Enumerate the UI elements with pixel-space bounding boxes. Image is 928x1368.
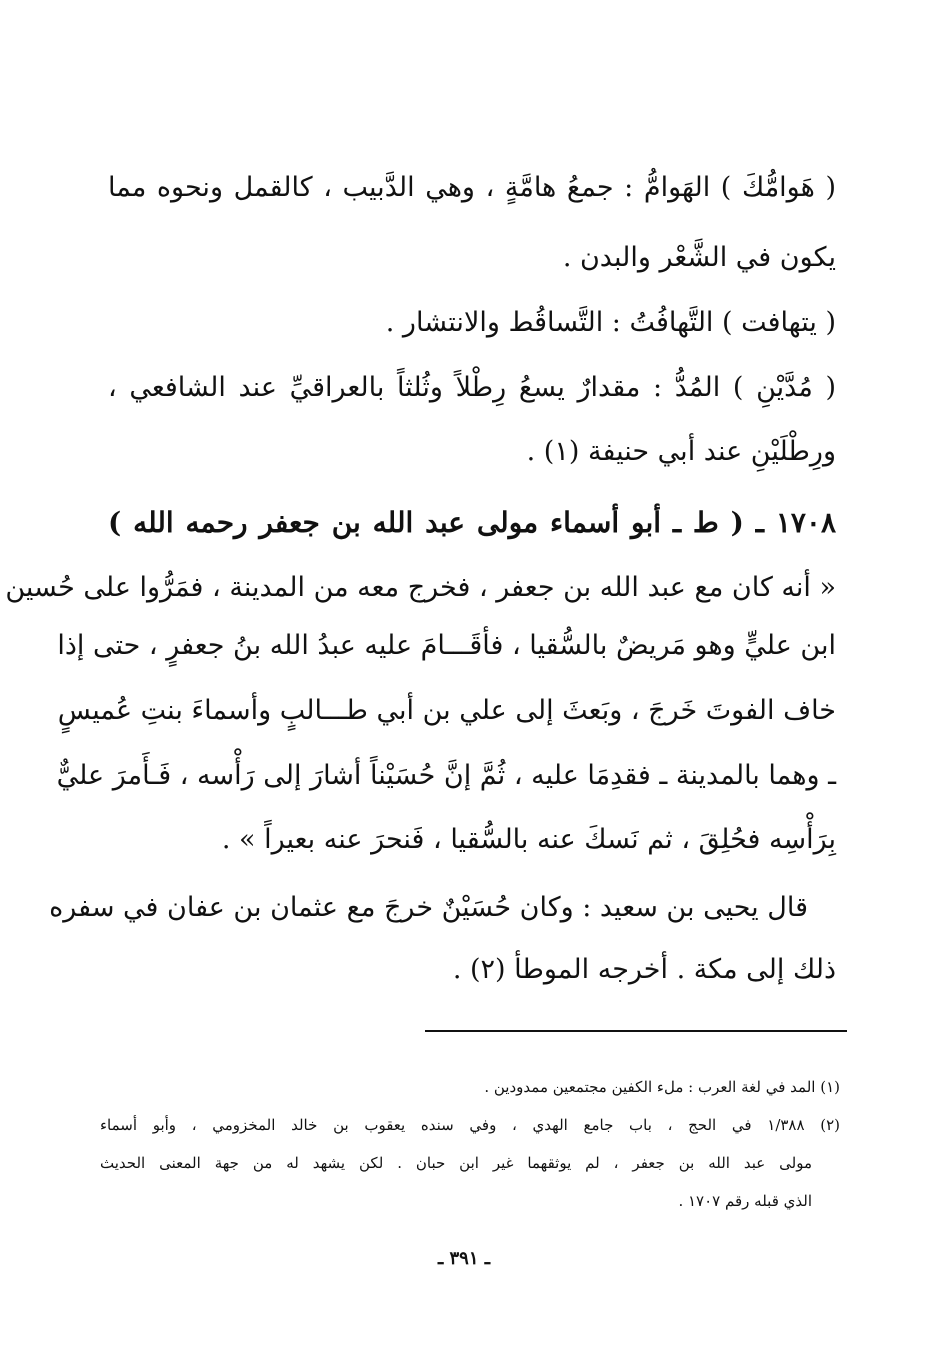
hadith-heading: ١٧٠٨ ـ ( ط ـ أبو أسماء مولى عبد الله بن جعفر رحمه الله ) [108, 506, 836, 539]
body-line-10: ـ وهما بالمدينة ـ فقدِمَا عليه ، ثُمَّ إنَّ حُسَيْناً أشارَ إلى رَأْسه ، فَـأَمرَ عليٌّ [56, 760, 836, 791]
body-line-3: ( يتهافت ) التَّهافُتُ : التَّساقُط والانتشار . [385, 307, 836, 338]
body-line-4: ( مُدَّيْنِ ) المُدُّ : مقدارٌ يسعُ رِطْلاً وثُلثاً بالعراقيِّ عند الشافعي ، [108, 372, 836, 403]
footnote-2: (٢) ١/٣٨٨ في الحج ، باب جامع الهدي ، وفي سنده يعقوب بن خالد المخزومي ، وأبو أسماء [100, 1116, 841, 1134]
body-line-2: يكون في الشَّعْر والبدن . [562, 242, 836, 273]
body-line-1: ( هَوامُّكَ ) الهَوامُّ : جمعُ هامَّةٍ ، وهي الدَّبيب ، كالقمل ونحوه مما [108, 172, 836, 203]
footnote-separator [425, 1030, 847, 1032]
body-line-9: خاف الفوتَ خَرجَ ، وبَعثَ إلى علي بن أبي طـــالبٍ وأسماءَ بنتِ عُميسٍ [57, 695, 836, 726]
body-line-12: قال يحيى بن سعيد : وكان حُسَيْنٌ خرجَ مع عثمان بن عفان في سفره [49, 892, 808, 923]
body-line-13: ذلك إلى مكة . أخرجه الموطأ (٢) . [452, 954, 836, 985]
page-number: ـ ٣٩١ ـ [437, 1248, 491, 1269]
body-line-7: « أنه كان مع عبد الله بن جعفر ، فخرج معه من المدينة ، فمَرُّوا على حُسين [5, 572, 836, 603]
footnote-2-cont-1: مولى عبد الله بن جعفر ، لم يوثقهما غير ابن حبان . لكن يشهد له من جهة المعنى الحديث [100, 1154, 812, 1172]
body-line-8: ابن عليٍّ وهو مَريضٌ بالسُّقيا ، فأقَـــامَ عليه عبدُ الله بنُ جعفرٍ ، حتى إذا [57, 630, 836, 661]
footnote-1: (١) المد في لغة العرب : ملء الكفين مجتمعين ممدودين . [484, 1078, 840, 1096]
body-line-11: بِرَأْسِه فحُلِقَ ، ثم نَسكَ عنه بالسُّقيا ، فَنحرَ عنه بعيراً » . [221, 824, 836, 855]
footnote-2-cont-2: الذي قبله رقم ١٧٠٧ . [678, 1192, 812, 1210]
body-line-5: ورِطْلَيْنِ عند أبي حنيفة (١) . [526, 436, 836, 467]
